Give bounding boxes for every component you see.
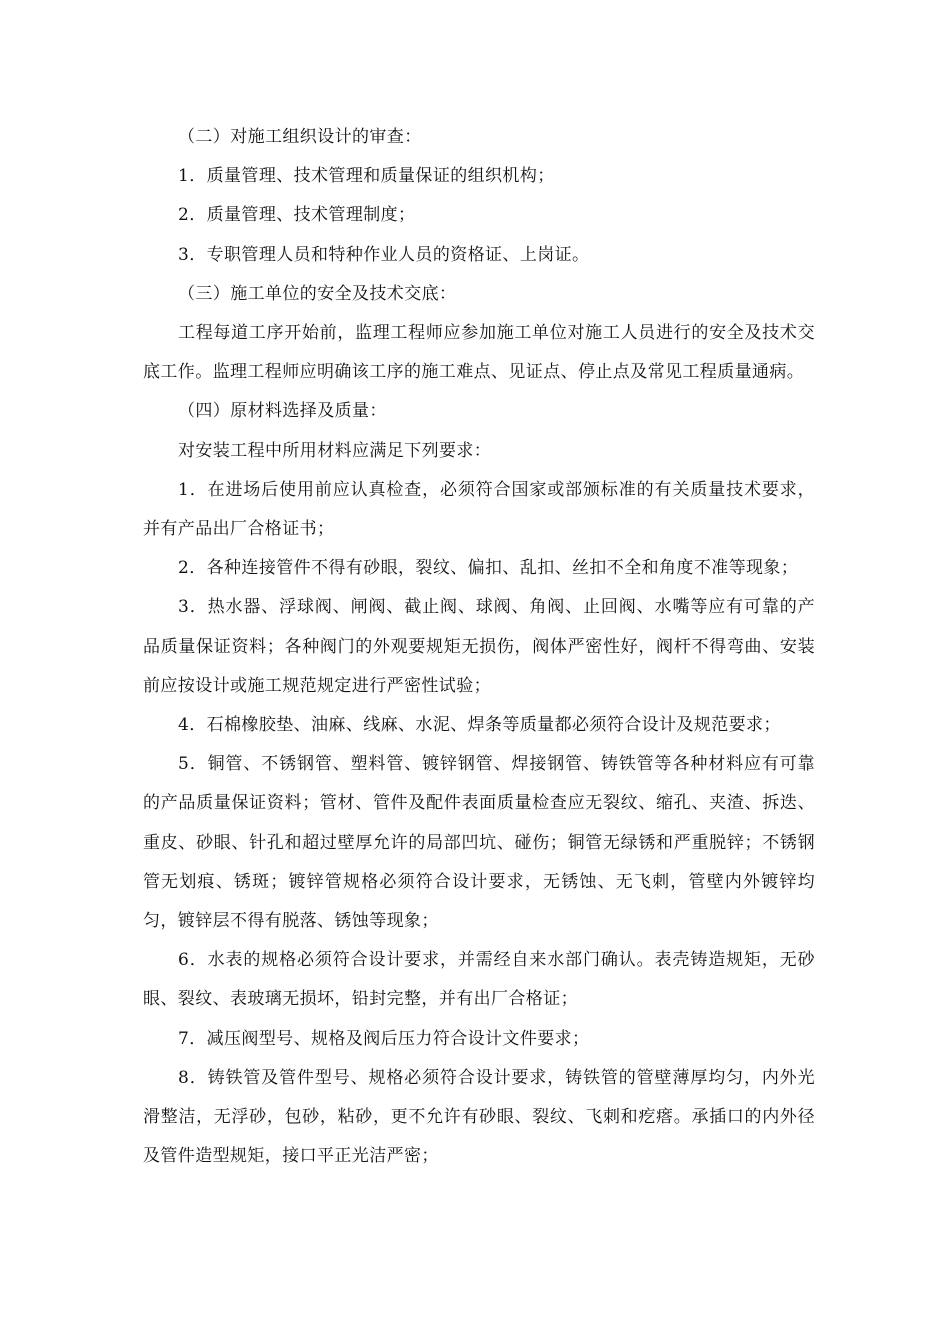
list-item: 5．铜管、不锈钢管、塑料管、镀锌钢管、焊接钢管、铸铁管等各种材料应有可靠的产品质量保证资料；管材、管件及配件表面质量检查应无裂纹、缩孔、夹渣、拆迭、重皮、砂眼、针孔和超过壁厚允许的局部凹坑、碰伤；铜管无绿锈和严重脱锌；不锈钢管无划痕、锈斑；镀锌管规格必须符合设计要求，无锈蚀、无飞刺，管壁内外镀锌均匀，镀锌层不得有脱落、锈蚀等现象； (143, 754, 815, 932)
list-item: 7．减压阀型号、规格及阀后压力符合设计文件要求； (178, 1028, 590, 1049)
list-item: 1．质量管理、技术管理和质量保证的组织机构； (178, 166, 555, 187)
section-heading-safety-technical-briefing: （三）施工单位的安全及技术交底： (178, 283, 457, 304)
list-item: 3．专职管理人员和特种作业人员的资格证、上岗证。 (178, 244, 590, 265)
list-item: 2．各种连接管件不得有砂眼，裂纹、偏扣、乱扣、丝扣不全和角度不准等现象； (178, 558, 799, 579)
section-heading-construction-design-review: （二）对施工组织设计的审查： (178, 127, 422, 147)
body-paragraph: 工程每道工序开始前，监理工程师应参加施工单位对施工人员进行的安全及技术交底工作。监理工程师应明确该工序的施工难点、见证点、停止点及常见工程质量通病。 (143, 323, 815, 383)
list-item: 4．石棉橡胶垫、油麻、线麻、水泥、焊条等质量都必须符合设计及规范要求； (178, 715, 781, 736)
list-item: 8．铸铁管及管件型号、规格必须符合设计要求，铸铁管的管壁薄厚均匀，内外光滑整洁，无浮砂，包砂，粘砂，更不允许有砂眼、裂纹、飞刺和疙瘩。承插口的内外径及管件造型规矩，接口平正光洁严密； (143, 1067, 815, 1167)
list-item: 3．热水器、浮球阀、闸阀、截止阀、球阀、角阀、止回阀、水嘴等应有可靠的产品质量保证资料；各种阀门的外观要规矩无损伤，阀体严密性好，阀杆不得弯曲、安装前应按设计或施工规范规定进行严密性试验； (143, 597, 815, 696)
document-body (143, 118, 815, 1176)
list-item: 2．质量管理、技术管理制度； (178, 205, 416, 226)
list-item: 6．水表的规格必须符合设计要求，并需经自来水部门确认。表壳铸造规矩，无砂眼、裂纹、表玻璃无损坏，铅封完整，并有出厂合格证； (143, 950, 815, 1010)
body-paragraph: 对安装工程中所用材料应满足下列要求： (178, 440, 492, 461)
list-item: 1．在进场后使用前应认真检查，必须符合国家或部颁标准的有关质量技术要求，并有产品出厂合格证书； (143, 479, 815, 540)
section-heading-raw-materials: （四）原材料选择及质量： (178, 401, 387, 422)
